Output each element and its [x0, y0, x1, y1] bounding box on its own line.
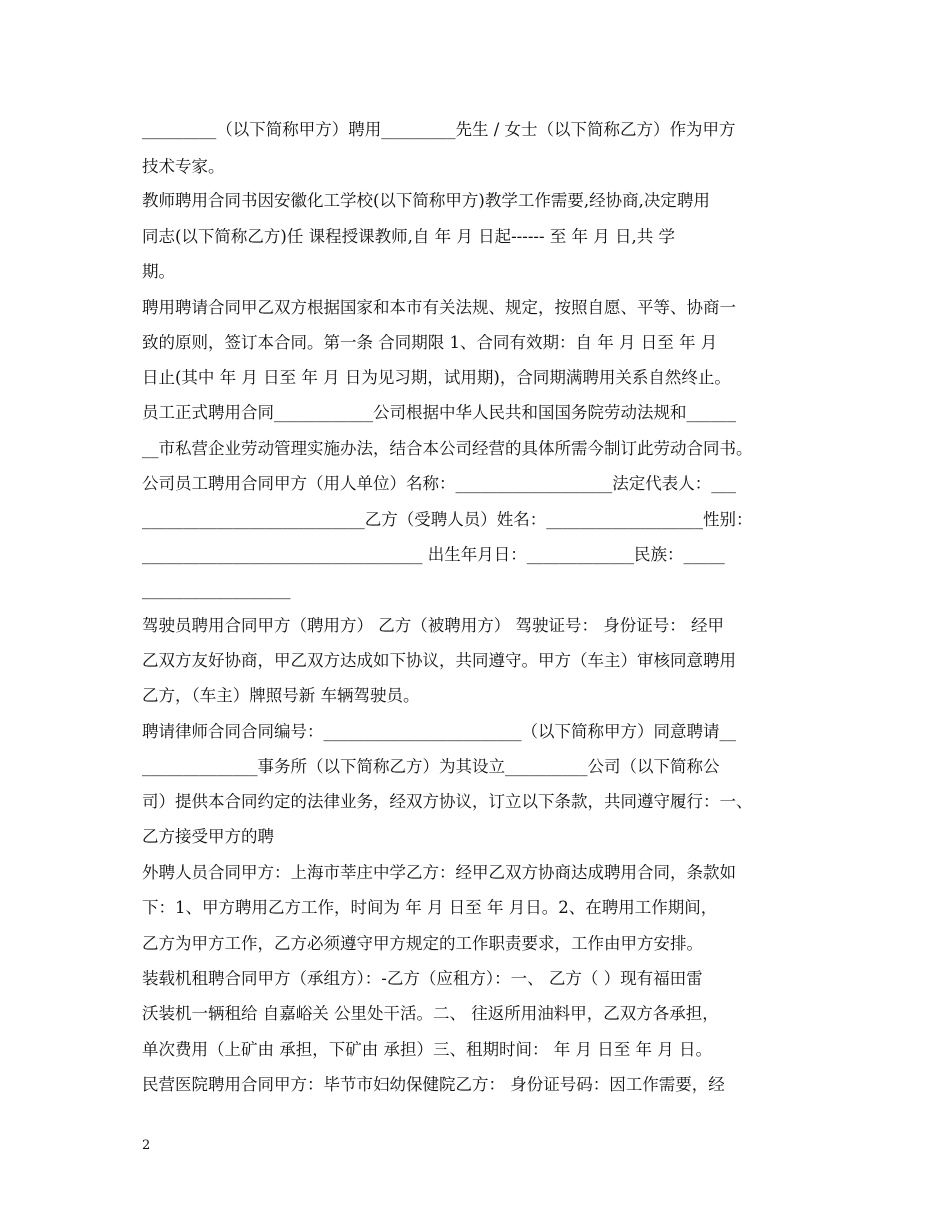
- text-line: 乙方为甲方工作，乙方必须遵守甲方规定的工作职责要求，工作由甲方安排。: [142, 934, 703, 953]
- text-line: ___________________________乙方（受聘人员）姓名：___________________性别：: [142, 510, 753, 529]
- text-line: __市私营企业劳动管理实施办法，结合本公司经营的具体所需今制订此劳动合同书。: [142, 439, 753, 458]
- text-line: 聘用聘请合同甲乙双方根据国家和本市有关法规、规定，按照自愿、平等、协商一: [142, 298, 736, 317]
- page-number: 2: [142, 1138, 151, 1153]
- text-line: 沃装机一辆租给 自嘉峪关 公里处干活。二、 往返所用油料甲，乙双方各承担，: [142, 1004, 719, 1023]
- text-line: 公司员工聘用合同甲方（用人单位）名称：___________________法定代表人：___: [142, 474, 736, 493]
- text-line: 装载机租聘合同甲方（承组方）：-乙方（应租方）：一、 乙方（ ）现有福田雷: [142, 969, 703, 988]
- text-line: 司）提供本合同约定的法律业务，经双方协议，订立以下条款，共同遵守履行：一、: [142, 792, 753, 811]
- text-line: __________________________________ 出生年月日：_____________民族：_____: [142, 545, 725, 564]
- text-line: ______________事务所（以下简称乙方）为其设立__________公司（以下简称公: [142, 757, 720, 776]
- text-line: 教师聘用合同书因安徽化工学校(以下简称甲方)教学工作需要,经协商,决定聘用: [142, 191, 710, 210]
- text-line: 单次费用（上矿由 承担，下矿由 承担）三、租期时间： 年 月 日至 年 月 日。: [142, 1040, 712, 1059]
- text-line: 致的原则，签订本合同。第一条 合同期限 1、合同有效期：自 年 月 日至 年 月: [142, 333, 718, 352]
- text-line: 下：1、甲方聘用乙方工作，时间为 年 月 日至 年 月日。2、在聘用工作期间，: [142, 898, 718, 917]
- text-line: _________（以下简称甲方）聘用_________先生 / 女士（以下简称乙方）作为甲方: [142, 120, 736, 139]
- text-line: 日止(其中 年 月 日至 年 月 日为见习期，试用期)，合同期满聘用关系自然终止。: [142, 368, 731, 387]
- text-line: 聘请律师合同合同编号：________________________（以下简称甲方）同意聘请__: [142, 722, 736, 741]
- text-line: 期。: [142, 262, 175, 281]
- text-line: __________________: [142, 580, 291, 599]
- text-line: 同志(以下简称乙方)任 课程授课教师,自 年 月 日起------ 至 年 月 日,共 学: [142, 227, 676, 246]
- text-line: 驾驶员聘用合同甲方（聘用方） 乙方（被聘用方） 驾驶证号： 身份证号： 经甲: [142, 616, 724, 635]
- text-line: 乙双方友好协商，甲乙双方达成如下协议，共同遵守。甲方（车主）审核同意聘用: [142, 651, 736, 670]
- text-line: 外聘人员合同甲方：上海市莘庄中学乙方：经甲乙双方协商达成聘用合同，条款如: [142, 863, 736, 882]
- text-line: 技术专家。: [142, 157, 225, 176]
- text-line: 民营医院聘用合同甲方：毕节市妇幼保健院乙方： 身份证号码：因工作需要，经: [142, 1075, 725, 1094]
- text-line: 员工正式聘用合同____________公司根据中华人民共和国国务院劳动法规和______: [142, 403, 736, 422]
- text-line: 乙方，（车主）牌照号新 车辆驾驶员。: [142, 686, 420, 705]
- text-line: 乙方接受甲方的聘: [142, 827, 274, 846]
